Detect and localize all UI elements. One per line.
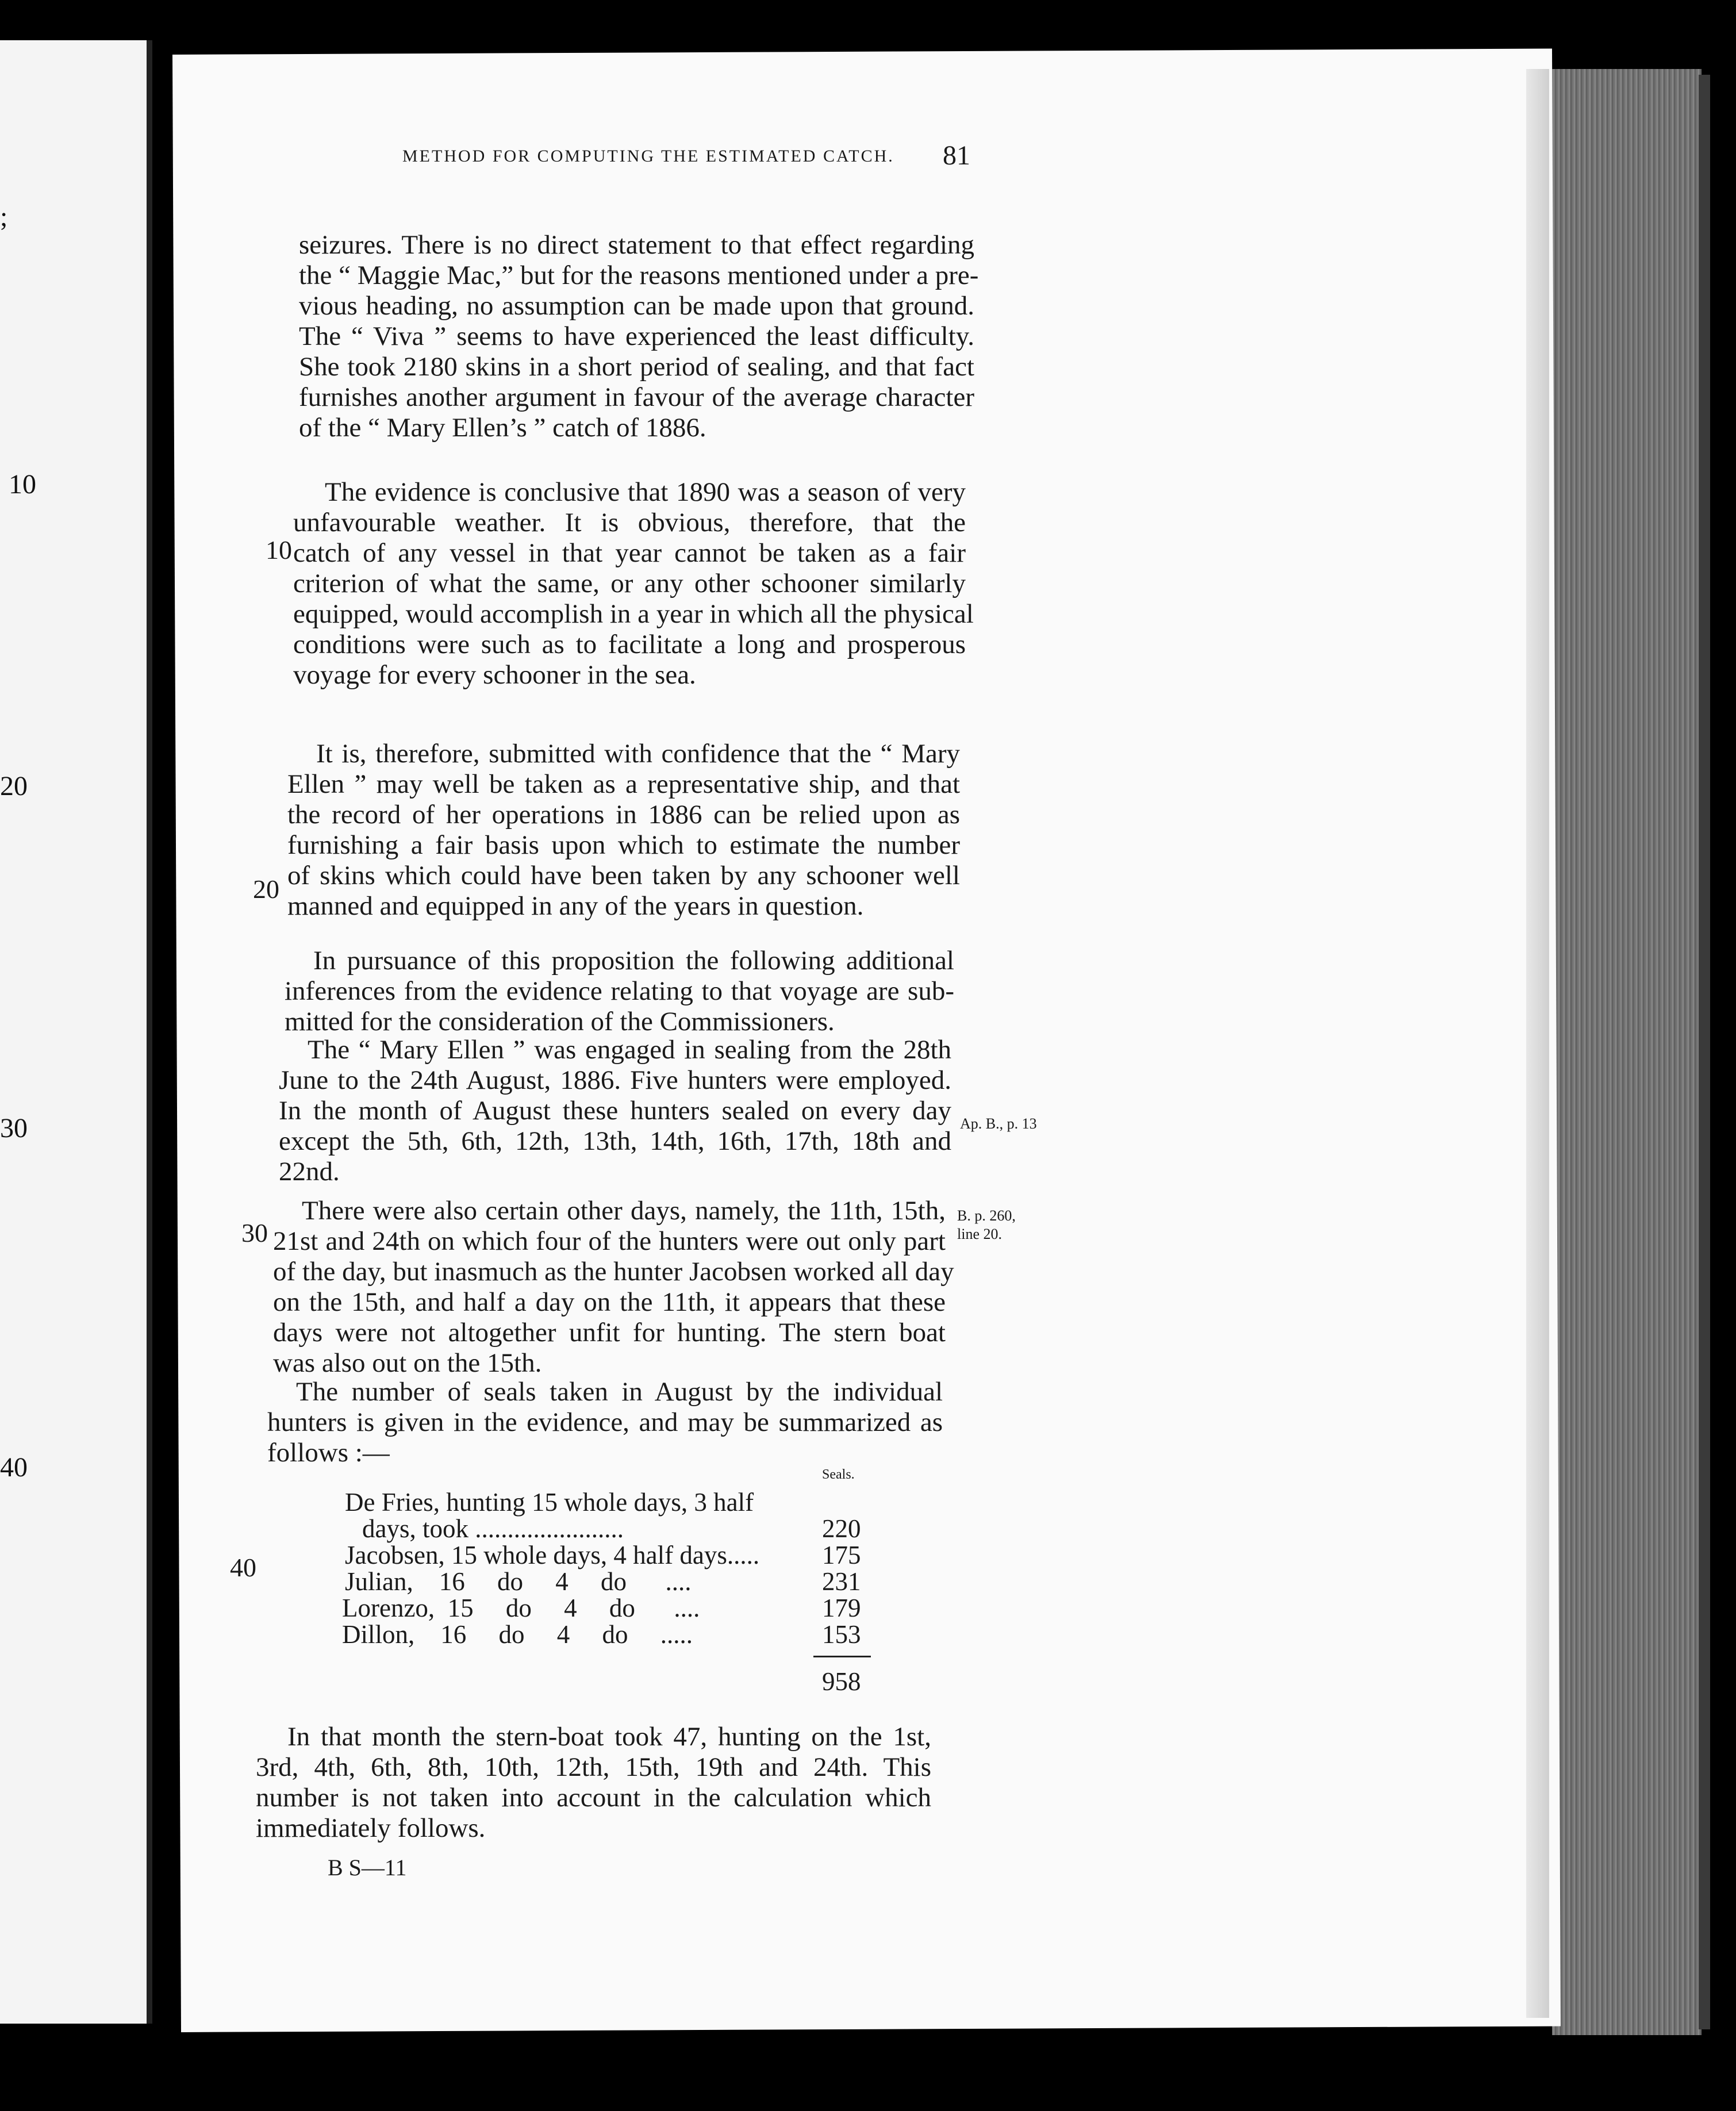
- text-line: June to the 24th August, 1886. Five hunters were employed.: [279, 1065, 951, 1095]
- text-line: In that month the stern-boat took 47, hunting on the 1st,: [287, 1722, 931, 1752]
- text-line: the “ Maggie Mac,” but for the reasons mentioned under a pre-: [299, 260, 979, 290]
- text-line: mitted for the consideration of the Commissioners.: [285, 1007, 835, 1037]
- line-number: 20: [253, 874, 279, 904]
- book-page-edges: [1552, 69, 1702, 2035]
- left-page-mark: ;: [0, 202, 8, 232]
- margin-note-reference: B. p. 260,: [957, 1207, 1016, 1224]
- text-line: voyage for every schooner in the sea.: [293, 660, 696, 690]
- table-value: 231: [822, 1567, 861, 1596]
- page-curl-shadow: [1526, 69, 1549, 2018]
- paragraph-2: [293, 477, 974, 690]
- table-value: 179: [822, 1594, 861, 1622]
- table-value: 220: [822, 1514, 861, 1543]
- text-line: except the 5th, 6th, 12th, 13th, 14th, 16th, 17th, 18th and: [279, 1126, 951, 1156]
- table-total-rule: [813, 1656, 871, 1657]
- text-line: the record of her operations in 1886 can be relied upon as: [287, 800, 960, 830]
- margin-note-reference: Ap. B., p. 13: [960, 1115, 1037, 1132]
- text-line: 22nd.: [279, 1157, 340, 1187]
- text-line: seizures. There is no direct statement to that effect regarding: [299, 230, 974, 260]
- table-row: days, took .......................: [362, 1514, 624, 1543]
- text-line: of the “ Mary Ellen’s ” catch of 1886.: [299, 413, 706, 443]
- text-line: Ellen ” may well be taken as a representative ship, and that: [287, 769, 960, 799]
- table-row: Jacobsen, 15 whole days, 4 half days.....: [345, 1541, 760, 1569]
- line-number: 30: [241, 1218, 268, 1248]
- table-value: 175: [822, 1541, 861, 1569]
- text-line: furnishing a fair basis upon which to estimate the number: [287, 830, 960, 860]
- table-total: 958: [822, 1667, 861, 1696]
- text-line: immediately follows.: [256, 1813, 486, 1843]
- paragraph-7: [267, 1377, 943, 1468]
- text-line: 3rd, 4th, 6th, 8th, 10th, 12th, 15th, 19th and 24th. This: [256, 1752, 931, 1782]
- text-line: In pursuance of this proposition the following additional: [313, 946, 954, 976]
- text-line: of the day, but inasmuch as the hunter Jacobsen worked all day: [273, 1257, 954, 1287]
- text-line: catch of any vessel in that year cannot be taken as a fair: [293, 538, 966, 568]
- text-line: The “ Viva ” seems to have experienced the least difficulty.: [299, 321, 974, 351]
- text-line: hunters is given in the evidence, and may be summarized as: [267, 1407, 943, 1437]
- table-column-header: Seals.: [822, 1467, 855, 1482]
- running-head-title: METHOD FOR COMPUTING THE ESTIMATED CATCH.: [402, 147, 894, 166]
- left-page-line-number: 30: [0, 1113, 28, 1143]
- text-line: She took 2180 skins in a short period of sealing, and that fact: [299, 352, 974, 382]
- text-line: inferences from the evidence relating to that voyage are sub-: [285, 976, 954, 1006]
- paragraph-6: [273, 1196, 954, 1379]
- paragraph-4: [285, 946, 954, 1037]
- text-line: vious heading, no assumption can be made upon that ground.: [299, 291, 974, 321]
- paragraph-1: [299, 230, 979, 443]
- text-line: of skins which could have been taken by any schooner well: [287, 861, 960, 891]
- text-line: was also out on the 15th.: [273, 1348, 542, 1378]
- text-line: In the month of August these hunters sealed on every day: [279, 1096, 951, 1126]
- text-line: unfavourable weather. It is obvious, therefore, that the: [293, 508, 966, 538]
- line-number: 40: [230, 1553, 256, 1582]
- text-line: There were also certain other days, namely, the 11th, 15th,: [302, 1196, 946, 1226]
- table-row: Julian, 16 do 4 do ....: [345, 1567, 692, 1596]
- text-line: conditions were such as to facilitate a long and prosperous: [293, 630, 966, 659]
- left-page-line-number: 10: [9, 469, 36, 500]
- table-value: 153: [822, 1620, 861, 1649]
- table-row: Lorenzo, 15 do 4 do ....: [342, 1594, 700, 1622]
- signature-mark: B S—11: [328, 1855, 407, 1880]
- left-page-line-number: 40: [0, 1452, 28, 1483]
- text-line: manned and equipped in any of the years in question.: [287, 891, 864, 921]
- text-line: The evidence is conclusive that 1890 was a season of very: [325, 477, 966, 507]
- paragraph-8: [256, 1722, 931, 1844]
- text-line: 21st and 24th on which four of the hunters were out only part: [273, 1226, 946, 1256]
- text-line: number is not taken into account in the calculation which: [256, 1783, 931, 1813]
- text-line: criterion of what the same, or any other schooner similarly: [293, 569, 966, 598]
- table-row: De Fries, hunting 15 whole days, 3 half: [345, 1488, 754, 1517]
- text-line: follows :—: [267, 1438, 390, 1468]
- left-facing-page: [0, 40, 152, 2024]
- margin-note-reference: line 20.: [957, 1226, 1002, 1242]
- line-number: 10: [266, 535, 292, 565]
- book-edge-shadow: [1699, 75, 1710, 2029]
- text-line: furnishes another argument in favour of the average character: [299, 382, 974, 412]
- text-line: The “ Mary Ellen ” was engaged in sealing from the 28th: [308, 1035, 951, 1065]
- text-line: equipped, would accomplish in a year in which all the physical: [293, 599, 974, 629]
- page-number: 81: [943, 140, 970, 171]
- left-page-line-number: 20: [0, 771, 28, 801]
- text-line: It is, therefore, submitted with confidence that the “ Mary: [316, 739, 960, 769]
- paragraph-3: [287, 739, 960, 922]
- paragraph-5: [279, 1035, 951, 1187]
- text-line: on the 15th, and half a day on the 11th, it appears that these: [273, 1287, 946, 1317]
- table-row: Dillon, 16 do 4 do .....: [342, 1620, 693, 1649]
- text-line: days were not altogether unfit for hunting. The stern boat: [273, 1318, 946, 1348]
- text-line: The number of seals taken in August by the individual: [296, 1377, 943, 1407]
